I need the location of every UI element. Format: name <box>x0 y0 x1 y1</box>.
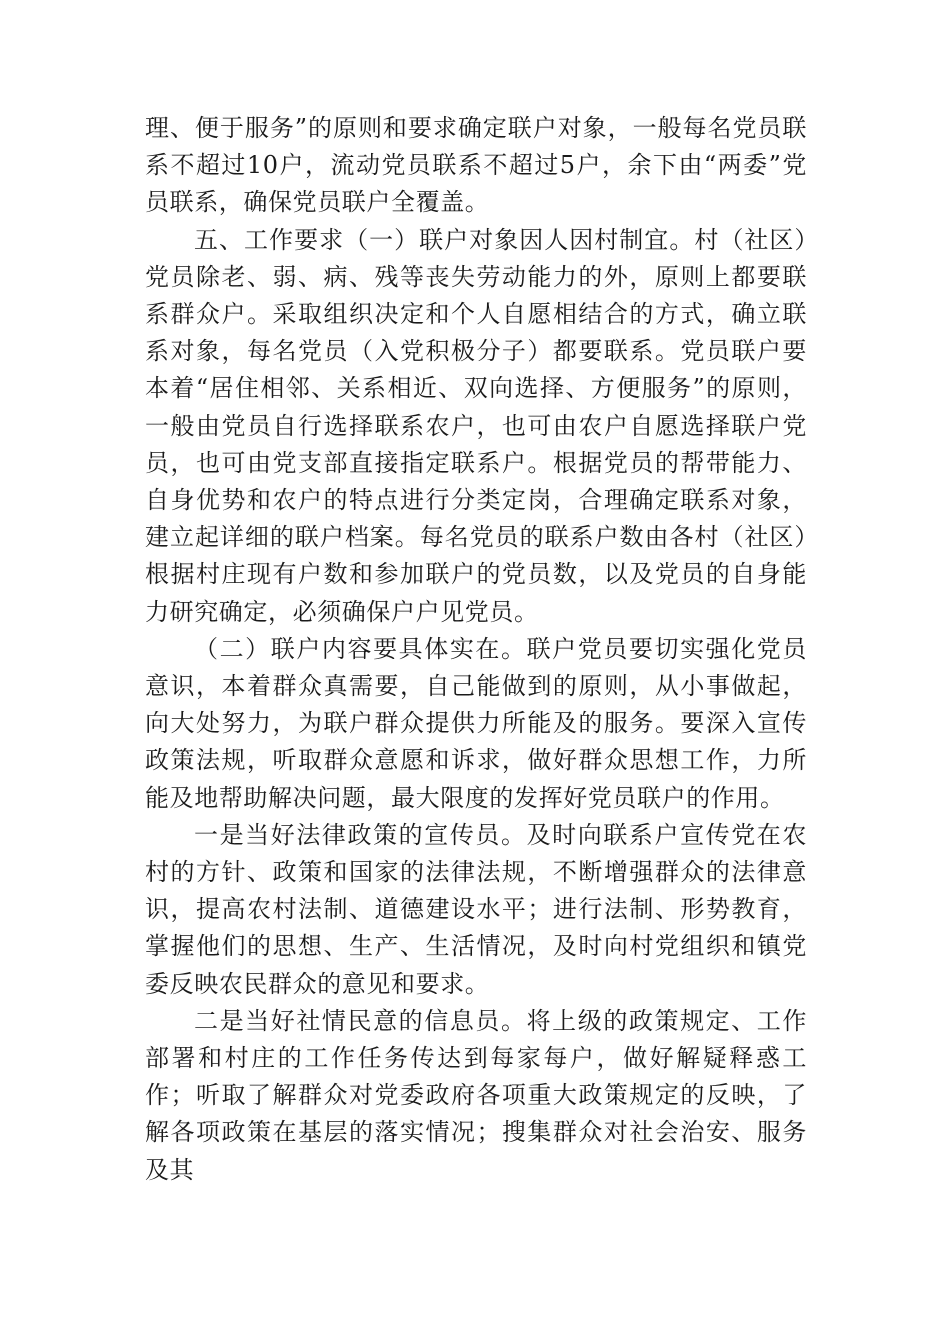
paragraph-3: （二）联户内容要具体实在。联户党员要切实强化党员意识，本着群众真需要，自己能做到的原则，从小事做起，向大处努力，为联户群众提供力所能及的服务。要深入宣传政策法规，听取群众意愿和诉求，做好群众思想工作，力所能及地帮助解决问题，最大限度的发挥好党员联户的作用。 <box>145 634 807 812</box>
paragraph-4: 一是当好法律政策的宣传员。及时向联系户宣传党在农村的方针、政策和国家的法律法规，不断增强群众的法律意识，提高农村法制、道德建设水平；进行法制、形势教育，掌握他们的思想、生产、生活情况，及时向村党组织和镇党委反映农民群众的意见和要求。 <box>145 820 807 998</box>
document-page <box>145 110 807 1189</box>
paragraph-5: 二是当好社情民意的信息员。将上级的政策规定、工作部署和村庄的工作任务传达到每家每户，做好解疑释惑工作；听取了解群众对党委政府各项重大政策规定的反映，了解各项政策在基层的落实情况；搜集群众对社会治安、服务及其 <box>145 1006 807 1184</box>
paragraph-1: 理、便于服务”的原则和要求确定联户对象，一般每名党员联系不超过10户，流动党员联系不超过5户，余下由“两委”党员联系，确保党员联户全覆盖。 <box>145 114 807 217</box>
paragraph-2: 五、工作要求（一）联户对象因人因村制宜。村（社区）党员除老、弱、病、残等丧失劳动能力的外，原则上都要联系群众户。采取组织决定和个人自愿相结合的方式，确立联系对象，每名党员（入党积极分子）都要联系。党员联户要本着“居住相邻、关系相近、双向选择、方便服务”的原则，一般由党员自行选择联系农户，也可由农户自愿选择联户党员，也可由党支部直接指定联系户。根据党员的帮带能力、自身优势和农户的特点进行分类定岗，合理确定联系对象，建立起详细的联户档案。每名党员的联系户数由各村（社区）根据村庄现有户数和参加联户的党员数，以及党员的自身能力研究确定，必须确保户户见党员。 <box>145 225 807 626</box>
